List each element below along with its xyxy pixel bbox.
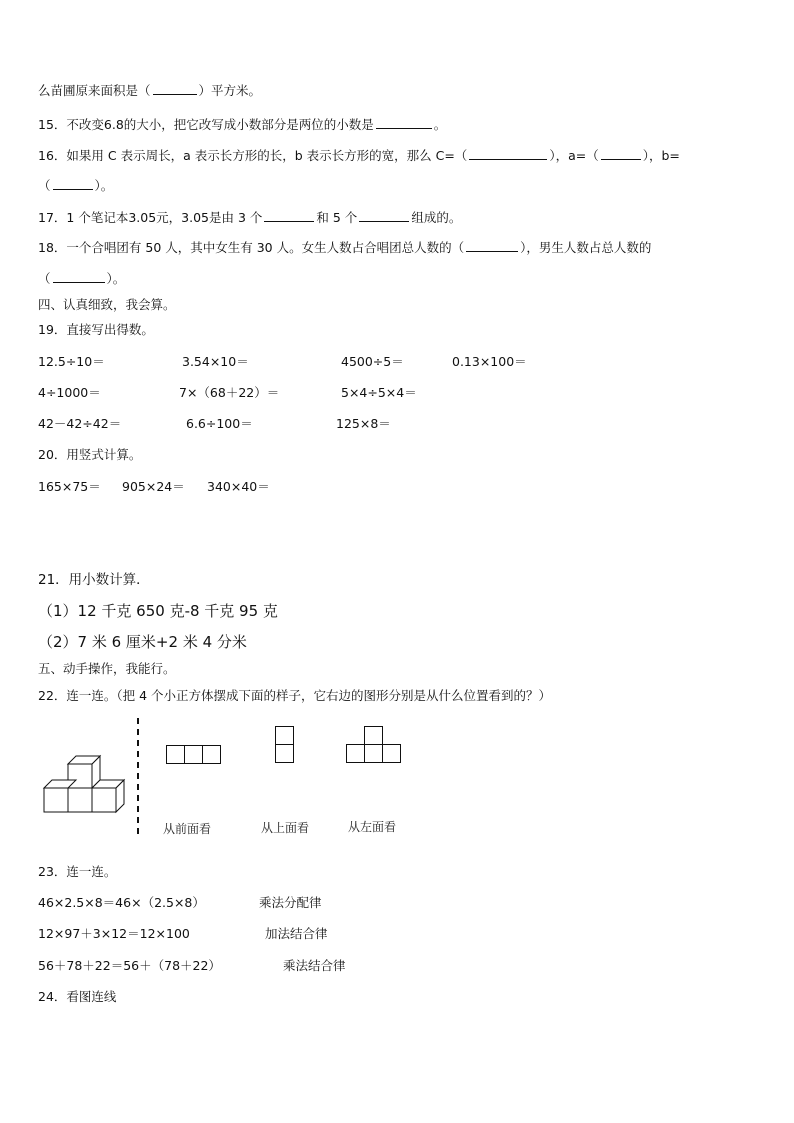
q16-blank-a[interactable] (601, 147, 641, 160)
q20-title: 20．用竖式计算。 (38, 447, 142, 462)
q24-title: 24．看图连线 (38, 989, 117, 1004)
q17-blank-1[interactable] (264, 209, 314, 222)
q17-text-c: 组成的。 (411, 210, 462, 225)
q20-item: 905×24＝ (122, 479, 185, 494)
q15-answer-blank[interactable] (376, 116, 432, 129)
q18-text-d: ）。 (106, 271, 126, 286)
q19-item: 7×（68＋22）＝ (179, 385, 280, 400)
q19-item: 42－42÷42＝ (38, 416, 122, 431)
q15-text-a: 15．不改变6.8的大小，把它改写成小数部分是两位的小数是 (38, 117, 374, 132)
q16-blank-b[interactable] (53, 177, 93, 190)
front-view-figure (166, 745, 222, 764)
q19-title: 19．直接写出得数。 (38, 322, 154, 337)
dashed-divider (136, 718, 140, 836)
q23-right-item[interactable]: 加法结合律 (265, 926, 328, 941)
q16-text-c: ），b= (642, 148, 680, 163)
q16-text-e: ）。 (94, 178, 114, 193)
q19-item: 12.5÷10＝ (38, 354, 105, 369)
q14-answer-blank[interactable] (153, 82, 197, 95)
q20-item: 165×75＝ (38, 479, 101, 494)
q19-item: 125×8＝ (336, 416, 391, 431)
q14-text-a: 么苗圃原来面积是（ (38, 83, 151, 98)
q19-item: 6.6÷100＝ (186, 416, 253, 431)
q21-item-1: （1）12 千克 650 克-8 千克 95 克 (38, 602, 278, 620)
q17-text-a: 17．1 个笔记本3.05元，3.05是由 3 个 (38, 210, 263, 225)
q23-right-item[interactable]: 乘法结合律 (283, 958, 346, 973)
cube-stack-figure (44, 762, 126, 822)
q19-item: 3.54×10＝ (182, 354, 249, 369)
q21-title: 21．用小数计算． (38, 572, 150, 588)
question-16 (38, 147, 680, 164)
q16-text-b: ），a=（ (549, 148, 599, 163)
q23-left-item[interactable]: 12×97＋3×12＝12×100 (38, 926, 190, 941)
q19-item: 4500÷5＝ (341, 354, 404, 369)
label-front-view: 从前面看 (163, 822, 212, 836)
q19-item: 5×4÷5×4＝ (341, 385, 417, 400)
q19-item: 4÷1000＝ (38, 385, 101, 400)
q14-text-b: ）平方米。 (198, 83, 262, 98)
q15-text-b: 。 (433, 117, 447, 132)
q18-text-c: （ (38, 271, 51, 286)
top-view-figure (275, 726, 295, 764)
label-top-view: 从上面看 (261, 821, 310, 835)
section-5-heading: 五、动手操作，我能行。 (38, 661, 176, 676)
q18-text-a: 18．一个合唱团有 50 人，其中女生有 30 人。女生人数占合唱团总人数的（ (38, 240, 465, 255)
question-17 (38, 209, 461, 226)
section-4-heading: 四、认真细致，我会算。 (38, 297, 176, 312)
question-15 (38, 116, 446, 133)
q17-blank-2[interactable] (359, 209, 409, 222)
question-18-cont (38, 270, 125, 287)
q16-text-d: （ (38, 178, 51, 193)
question-16-cont (38, 177, 113, 194)
q16-blank-c[interactable] (469, 147, 547, 160)
q14-tail-line (38, 82, 261, 99)
q20-item: 340×40＝ (207, 479, 270, 494)
q19-item: 0.13×100＝ (452, 354, 527, 369)
q21-item-2: （2）7 米 6 厘米+2 米 4 分米 (38, 633, 247, 651)
left-view-figure (346, 726, 402, 764)
q22-title: 22．连一连。（把 4 个小正方体摆成下面的样子，它右边的图形分别是从什么位置看到的？） (38, 688, 552, 703)
q17-text-b: 和 5 个 (316, 210, 358, 225)
q18-blank-1[interactable] (466, 239, 518, 252)
q23-right-item[interactable]: 乘法分配律 (259, 895, 322, 910)
label-left-view: 从左面看 (348, 820, 397, 834)
q18-blank-2[interactable] (53, 270, 105, 283)
q23-left-item[interactable]: 46×2.5×8＝46×（2.5×8） (38, 895, 205, 910)
q18-text-b: ），男生人数占总人数的 (520, 240, 652, 255)
q23-left-item[interactable]: 56＋78＋22＝56＋（78＋22） (38, 958, 221, 973)
q16-text-a: 16．如果用 C 表示周长，a 表示长方形的长，b 表示长方形的宽，那么 C=（ (38, 148, 468, 163)
q23-title: 23．连一连。 (38, 864, 117, 879)
question-18 (38, 239, 651, 256)
